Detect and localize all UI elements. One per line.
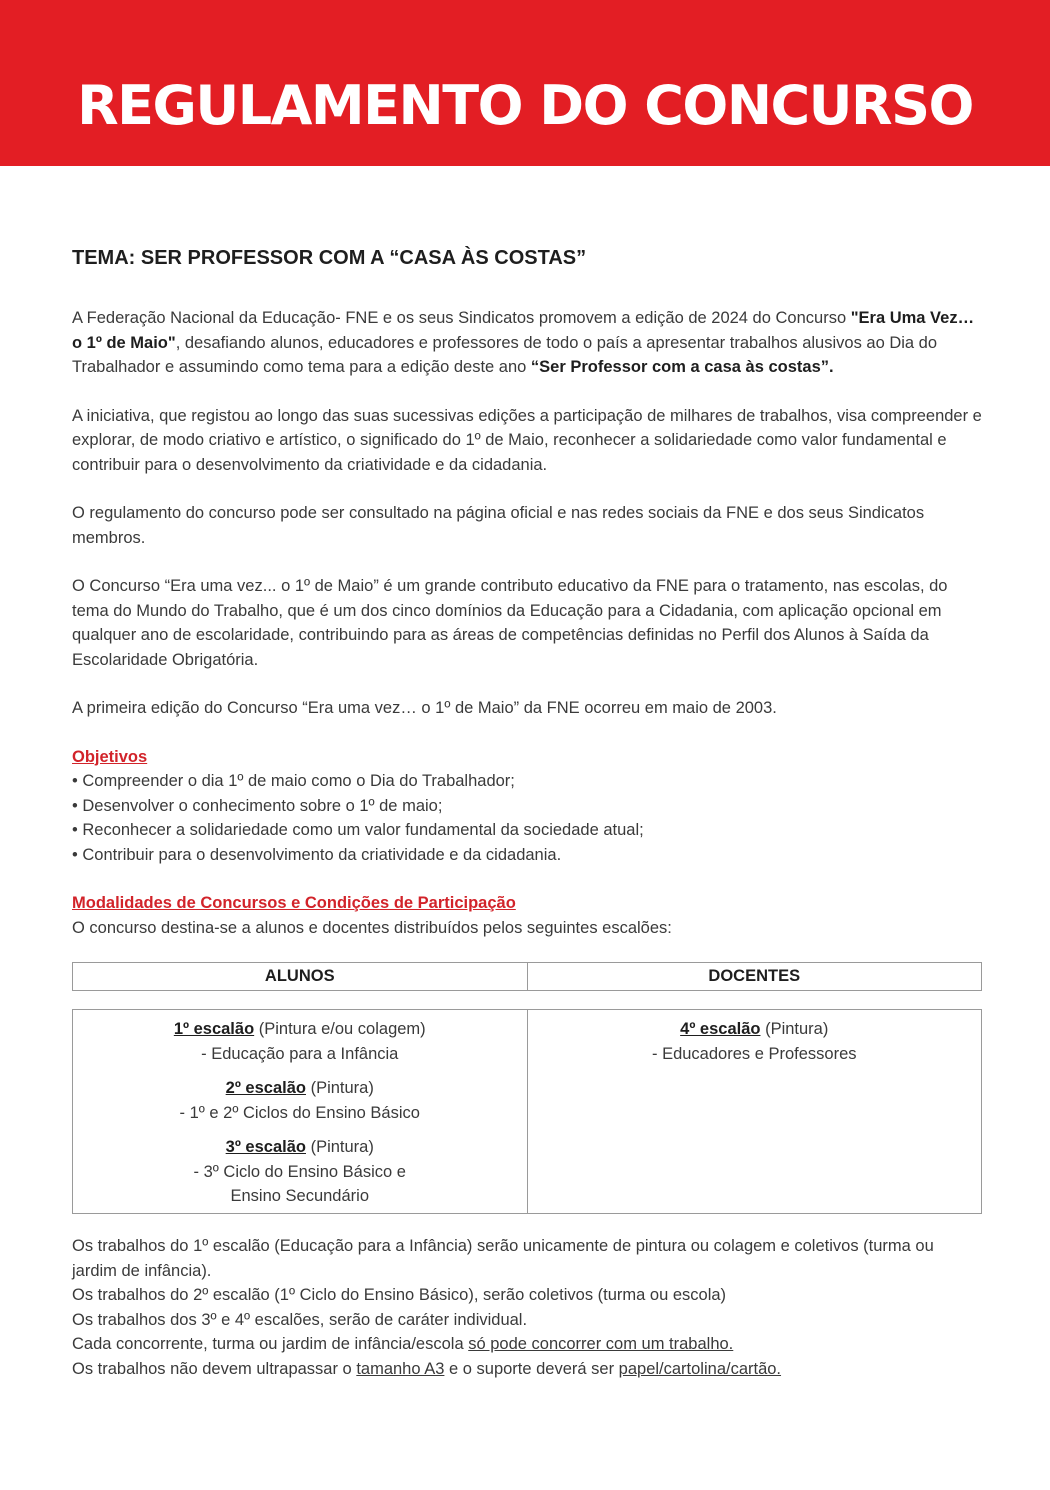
escalao-level: - 1º e 2º Ciclos do Ensino Básico [179,1103,420,1122]
table-header-row [72,962,982,991]
intro-paragraph-3: O regulamento do concurso pode ser consultado na página oficial e nas redes sociais da FNE e dos seus Sindicatos membros. [72,504,925,547]
escalao-type: (Pintura e/ou colagem) [254,1020,426,1038]
intro-text: , desafiando alunos, educadores e professores de todo o país a apresentar trabalhos alusivos ao Dia do Trabalhador e assumindo como tema para a edição deste ano [72,333,938,376]
contest-name: "Era Uma Vez… o 1º de Maio" [72,309,975,352]
header-alunos: ALUNOS [264,967,335,985]
modalities-intro: O concurso destina-se a alunos e docentes distribuídos pelos seguintes escalões: [72,918,672,937]
escalao-name: 2º escalão [225,1079,306,1097]
objective-item: • Desenvolver o conhecimento sobre o 1º de maio; [72,796,443,815]
intro-paragraph-4: O Concurso “Era uma vez... o 1º de Maio” é um grande contributo educativo da FNE para o tratamento, nas escolas, do tema do Mundo do Trabalho, que é um dos cinco domínios da Educação para a Cidadania, com aplicação opcional em qualquer ano de escolaridade, contribuindo para as áreas de competências definidas no Perfil dos Alunos à Saída da Escolaridade Obrigatória. [72,577,948,669]
objectives-section [72,745,982,868]
note-text: e o suporte deverá ser [444,1359,619,1378]
escalao-level: - Educação para a Infância [201,1044,399,1063]
escalao-3 [73,1135,527,1209]
escalao-level: - Educadores e Professores [651,1044,857,1063]
escalao-type: (Pintura) [305,1079,374,1097]
note-emphasis: tamanho A3 [356,1359,445,1378]
escalao-name: 4º escalão [680,1020,761,1038]
escalao-1 [73,1017,527,1066]
objective-item: • Compreender o dia 1º de maio como o Dia do Trabalhador; [72,772,515,790]
objective-item: • Contribuir para o desenvolvimento da criatividade e da cidadania. [72,845,562,864]
escalao-name: 3º escalão [225,1138,306,1156]
header-banner [0,0,1050,166]
note-3: Os trabalhos dos 3º e 4º escalões, serão de caráter individual. [72,1310,528,1329]
note-text: Cada concorrente, turma ou jardim de infância/escola [72,1335,469,1353]
escalao-type: (Pintura) [305,1138,374,1156]
note-emphasis: papel/cartolina/cartão. [618,1359,782,1378]
page-title: REGULAMENTO DO CONCURSO [77,74,973,137]
docentes-column [527,1010,982,1213]
modalities-section [72,891,982,1381]
objective-item: • Reconhecer a solidariedade como um valor fundamental da sociedade atual; [72,821,644,839]
escalao-4 [528,1017,982,1066]
note-5 [72,1357,982,1382]
theme-heading: TEMA: SER PROFESSOR COM A “CASA ÀS COSTAS” [72,247,587,269]
escalao-name: 1º escalão [173,1020,255,1038]
escalao-2 [73,1076,527,1125]
escaloes-table [72,1009,982,1214]
intro-paragraph-2: A iniciativa, que registou ao longo das suas sucessivas edições a participação de milhares de trabalhos, visa compreender e explorar, de modo criativo e artístico, o significado do 1º de Maio, reconhecer a solidariedade como valor fundamental e contribuir para o desenvolvimento da criatividade e da cidadania. [72,406,982,474]
note-2: Os trabalhos do 2º escalão (1º Ciclo do Ensino Básico), serão coletivos (turma ou escola) [72,1286,727,1304]
alunos-column [73,1010,527,1213]
escalao-type: (Pintura) [760,1020,829,1038]
escalao-level: - 3º Ciclo do Ensino Básico e [193,1162,406,1181]
note-1: Os trabalhos do 1º escalão (Educação para a Infância) serão unicamente de pintura ou colagem e coletivos (turma ou jardim de infância). [72,1237,934,1280]
participation-notes [72,1234,982,1381]
document-body [72,244,982,1381]
note-text: Os trabalhos não devem ultrapassar o [72,1359,357,1378]
intro-paragraph-1 [72,306,982,380]
note-emphasis: só pode concorrer com um trabalho. [468,1335,734,1353]
escalao-level: Ensino Secundário [230,1187,369,1205]
intro-paragraph-5: A primeira edição do Concurso “Era uma vez… o 1º de Maio” da FNE ocorreu em maio de 2003. [72,699,777,717]
intro-text: A Federação Nacional da Educação- FNE e os seus Sindicatos promovem a edição de 2024 do Concurso [72,309,851,327]
objectives-title: Objetivos [72,747,148,766]
header-docentes: DOCENTES [527,963,982,990]
note-4 [72,1332,982,1357]
theme-name: “Ser Professor com a casa às costas”. [530,358,834,376]
modalities-title: Modalidades de Concursos e Condições de Participação [72,894,516,912]
